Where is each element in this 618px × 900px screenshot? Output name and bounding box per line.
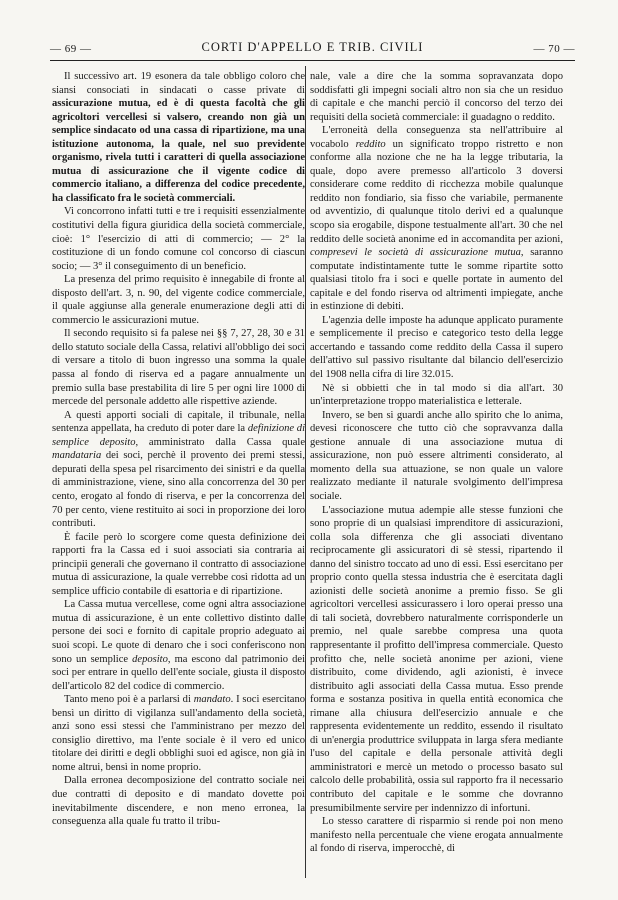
text-run: L'associazione mutua adempie alle stesse funzioni che sono proprie di un qualsiasi imprenditore di assicurazioni, colla sola differenza che gli associati diventano reciprocamente gli assicuratori di sè stessi, ripartendo il danno del sinistro toccato ad uno di essi. Essi esercitano per proprio conto quella stessa industria che è esercitata dagli azionisti delle società anonime a premio fisso. Se gli agricoltori vercellesi assicurassero i loro operai presso una di tali società, dovrebbero naturalmente corrisponderle un premio, nel quale sarebbe compresa una quota rappresentante il profitto dell'impresa commerciale. Questo profitto che, nelle società anonime per azioni, viene distribuito, come dividendo, agli azionisti, è invece distribuito agli associati della Cassa mutua. Esso prende forma e sostanza positiva in quella entità economica che rimane alla chiusura dell'esercizio annuale e che rappresenta evidentemente un reddito, essendo il risultato di un'energia produttrice sviluppata in larga sfera mediante l'uso del capitale e della personale attività degli amministratori e mercè un metodo o processo basato sul calcolo delle probabilità, ossia sul rapporto fra il necessario contributo del capitale e le somme che dovranno presumibilmente servire per indennizzo di infortuni. [310,504,563,814]
text-run: A questi apporti sociali di capitale, il tribunale, nella sentenza appellata, ha creduto di poter dare la [52,409,305,435]
text-run: Il secondo requisito si fa palese nei §§ 7, 27, 28, 30 e 31 dello statuto sociale della Cassa, relativi all'obbligo dei soci di versare a titolo di buon ingresso una somma la quale passa al fondo di riserva ed a pagare annualmente un premio sulla base prestabilita di lire 5 per ogni lire 1000 di mercede del personale addetto alle rispettive aziende. [52,328,305,408]
paragraph [52,774,305,828]
paragraph [52,70,305,205]
page-number-right: — 70 — [533,43,575,55]
italic-text: deposito [132,653,168,665]
text-run: , ma escono dal patrimonio dei soci per entrare in quello dell'ente sociale, giusta il disposto dell'articolo 82 del codice di commercio. [52,653,305,692]
paragraph [310,382,563,409]
header-rule [50,60,575,61]
text-run: , saranno computate indistintamente tutte le somme ripartite sotto qualsiasi titolo fra i soci e quelle portate in aumento del capitale e del fondo riserva od altrimenti impiegate, anche in estinzione di debiti. [310,247,563,313]
paragraph [52,273,305,327]
text-run: Dalla erronea decomposizione del contratto sociale nei due contratti di deposito e di mandato dovette poi inevitabilmente discendere, e non meno erronea, la conseguenza alla quale fu tratto il tribu- [52,775,305,828]
text-run: L'agenzia delle imposte ha adunque applicato puramente e semplicemente il preciso e categorico testo della legge accertando e tassando come reddito della Cassa il supero dell'attivo sul passivo risultante dal bilancio dell'esercizio del 1908 nella cifra di lire 32.015. [310,314,563,381]
paragraph [52,409,305,531]
text-run: Lo stesso carattere di risparmio si rende poi non meno manifesto nella percentuale che viene erogata annualmente al fondo di riserva, imperocchè, di [310,816,563,855]
page-number-left: — 69 — [50,43,92,55]
text-run: Nè si obbietti che in tal modo si dia all'art. 30 un'interpretazione troppo materialistica e letterale. [310,382,563,408]
italic-text: mandato [193,694,231,706]
paragraph [52,205,305,273]
italic-text: compresevi le società di assicurazione mutua [310,247,521,259]
text-run: La presenza del primo requisito è innegabile di fronte al disposto dell'art. 3, n. 90, del vigente codice commerciale, il quale aggiunse alla generale enumerazione degli atti di commercio le assicurazioni mutue. [52,274,305,326]
text-run: L'erroneità della conseguenza sta nell'attribuire al vocabolo [310,125,563,150]
column-divider [305,66,306,878]
text-run: . I soci esercitano bensì un diritto di vigilanza sull'andamento della società, anzi sono essi stessi che l'amministrano per mezzo del consiglio direttivo, ma l'ente sociale è il vero ed unico titolare dei diritti e degli obblighi suoi ed agisce, non già in nome altrui, bensì in nome proprio. [52,694,305,773]
text-run: Vi concorrono infatti tutti e tre i requisiti essenzialmente costitutivi della figura giuridica della società commerciale, cioè: 1° l'esercizio di atti di commercio; — 2° la costituzione di un fondo comune col concorso di ciascun socio; — 3° il conseguimento di un beneficio. [52,206,305,272]
paragraph [310,504,563,816]
paragraph [310,124,563,314]
bold-text: assicurazione mutua, ed è di questa facoltà che gli agricoltori vercellesi si valsero, creando non già un semplice sindacato od una cassa di ripartizione, ma una istituzione autonoma, la quale, nel suo previdente organismo, rivela tutti i caratteri di quella associazione mutua di assicurazione che il vigente codice di commercio italiano, a differenza del codice precedente, ha classificato fra le società commerciali. [52,98,305,204]
left-column [52,70,305,878]
text-run: La Cassa mutua vercellese, come ogni altra associazione mutua di assicurazione, è un ente collettivo distinto dalle persone dei soci e fornito di capitale proprio adeguato ai suoi scopi. Le quote di denaro che i soci conferiscono non sono un semplice [52,599,305,665]
italic-text: reddito [355,138,386,150]
text-run: Il successivo art. 19 esonera da tale obbligo coloro che siansi consociati in sindacati o casse private di [52,71,305,96]
running-header [50,40,575,60]
paragraph [52,531,305,599]
paragraph [310,314,563,382]
paragraph [52,598,305,693]
paragraph [52,327,305,408]
italic-text: definizione di semplice deposito [52,423,305,448]
paragraph [52,693,305,774]
text-run: Invero, se ben si guardi anche allo spirito che lo anima, devesi riconoscere che tutto ciò che sopravvanza dalla gestione annuale di una associazione mutua di assicurazione, non può essere altrimenti considerato, al momento della sua attuazione, se non quale un valore realizzato mediante il naturale svolgimento dell'impresa sociale. [310,409,563,502]
text-run: Tanto meno poi è a parlarsi di [64,694,194,706]
italic-text: mandataria [52,450,102,462]
text-run: dei soci, perchè il provento dei premi stessi, depurati della spesa pel risarcimento dei sinistri e da quella di amministrazione, viene, sino alla concorrenza del 30 per cento, erogato al fondo di riserva, e per la concorrenza del 70 per cento, viene restituito ai soci in proporzione dei loro contributi. [52,450,305,530]
paragraph [310,409,563,504]
running-title: CORTI D'APPELLO E TRIB. CIVILI [201,40,424,54]
text-run: È facile però lo scorgere come questa definizione dei rapporti fra la Cassa ed i suoi associati sia contraria ai principii generali che governano il contratto di associazione mutua di assicurazione, la quale verrebbe così ridotta ad un semplice ufficio contabile di esattoria e di ripartizione. [52,531,305,597]
text-run: , amministrato dalla Cassa quale [135,436,305,448]
paragraph [310,815,563,856]
text-run: un significato troppo ristretto e non conforme alla nozione che ne ha la legge tributaria, la quale, dopo avere premesso all'articolo 3 doversi considerare come reddito di ricchezza mobile qualunque reddito non fondiario, sia fisso che variabile, permanente od avventizio, di qualunque titolo derivi ed a qualunque scopo sia erogabile, dispone testualmente all'art. 30 che nel reddito delle società anonime ed in accomandita per azioni, [310,138,563,245]
text-run: nale, vale a dire che la somma sopravanzata dopo soddisfatti gli impegni sociali altro non sia che un residuo di capitale e che manchi perciò il concorso del terzo dei requisiti della società commerciale: il guadagno o reddito. [310,71,563,123]
right-column [310,70,563,878]
paragraph [310,70,563,124]
